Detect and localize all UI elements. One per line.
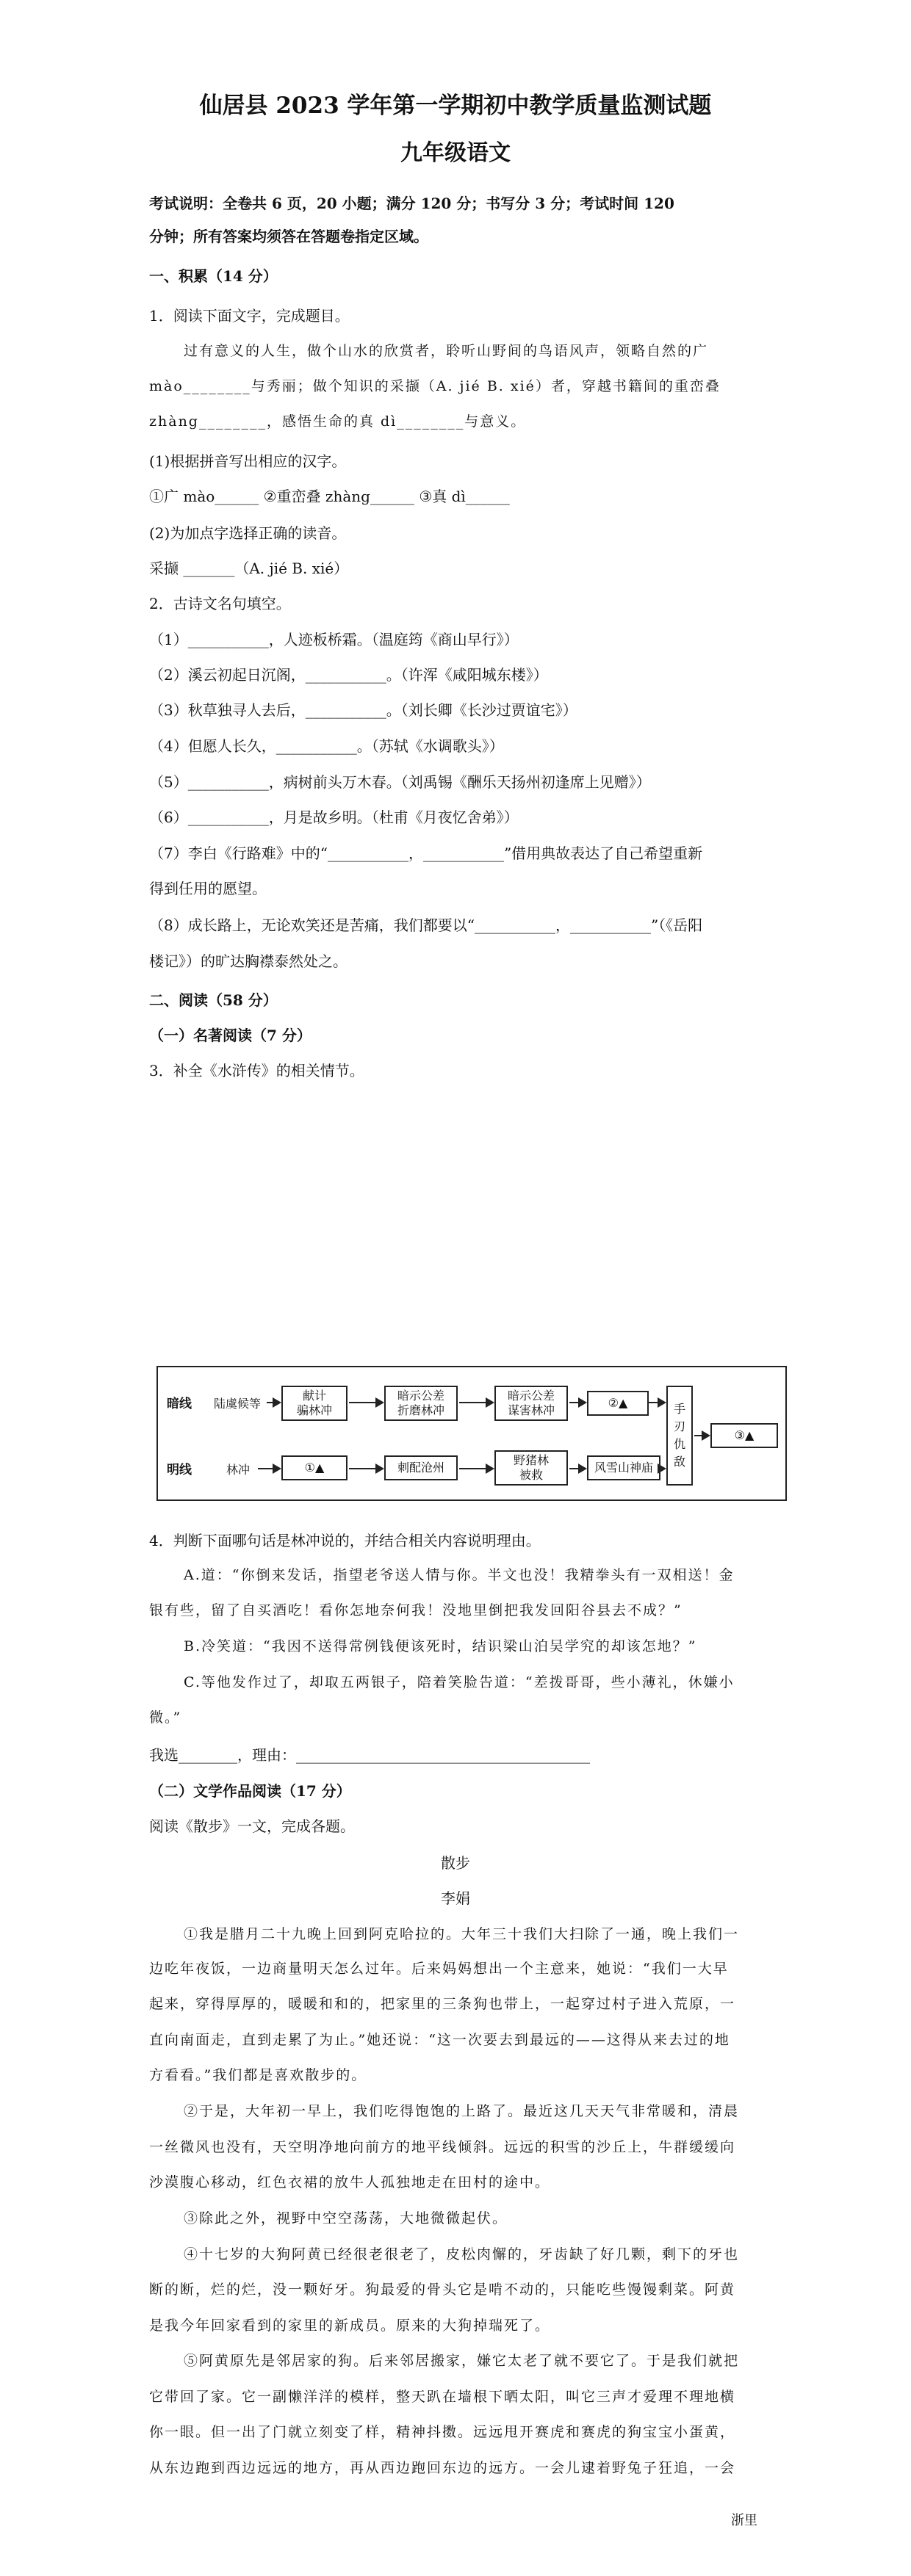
flow-arrow: [349, 1468, 383, 1469]
exam-subtitle: 九年级语文: [400, 140, 511, 166]
flow-arrow: [267, 1402, 280, 1403]
flow-box-wild: [494, 1450, 568, 1486]
q4-option-a-line-2: 银有些，留了自买酒吃！看你怎地奈何我！没地里倒把我发回阳谷县去不成？”: [149, 1602, 683, 1618]
essay-line: 方看看。”我们都是喜欢散步的。: [149, 2067, 367, 2083]
essay-line: 它带回了家。它一副懒洋洋的模样，整天趴在墙根下晒太阳，叫它三声才爱理不理地横: [149, 2389, 736, 2405]
flow-box-hint: [384, 1386, 458, 1421]
q2-line-6: （6）___________，月是故乡明。（杜甫《月夜忆舍弟》）: [149, 808, 519, 826]
q1-sub1-prompt: (1)根据拼音写出相应的汉字。: [149, 452, 347, 470]
flow-box-blank-3: ③▲: [710, 1423, 778, 1448]
section-2-heading: 二、阅读（58 分）: [149, 991, 278, 1009]
q3-prompt: 3．补全《水浒传》的相关情节。: [149, 1062, 364, 1079]
q4-prompt: 4．判断下面哪句话是林冲说的，并结合相关内容说明理由。: [149, 1532, 541, 1549]
flow-box-exile: 刺配沧州: [384, 1455, 458, 1480]
q4-option-c-line-1: C.等他发作过了，却取五两银子，陪着笑脸告道：“差拨哥哥，些小薄礼，休嫌小: [184, 1674, 735, 1690]
essay-line: 起来，穿得厚厚的，暖暖和和的，把家里的三条狗也带上，一起穿过村子进入荒原，一: [149, 1996, 736, 2012]
flow-box-kill-line-1: 暗示公差: [507, 1389, 555, 1403]
flow-box-wild-line-1: 野猪林: [513, 1453, 549, 1467]
footer-mark: 浙里: [731, 2513, 757, 2528]
q4-option-a-line-1: A.道：“你倒来发话，指望老爷送人情与你。半文也没！我精拳头有一双相送！金: [184, 1567, 735, 1583]
q2-line-8: （8）成长路上，无论欢笑还是苦痛，我们都要以“___________，___________”（《岳阳: [149, 916, 703, 934]
essay-line: 边吃年夜饭，一边商量明天怎么过年。后来妈妈想出一个主意来，她说：“我们一大早: [149, 1961, 729, 1977]
plot-flowchart: [156, 1366, 787, 1501]
flow-box-plot-line-2: 骗林冲: [296, 1403, 332, 1417]
essay-line: 一丝微风也没有，天空明净地向前方的地平线倾斜。远远的积雪的沙丘上，牛群缓缓向: [149, 2139, 736, 2155]
flow-arrow: [258, 1468, 280, 1469]
q1-prompt: 1．阅读下面文字，完成题目。: [149, 307, 350, 325]
q2-line-2: （2）溪云初起日沉阁，___________。（许浑《咸阳城东楼》）: [149, 666, 548, 684]
flow-arrow: [459, 1402, 493, 1403]
q2-prompt: 2．古诗文名句填空。: [149, 595, 291, 612]
flow-arrow: [660, 1468, 665, 1469]
flow-arrow: [459, 1468, 493, 1469]
flow-box-revenge-char-3: 仇: [673, 1437, 685, 1451]
q1-passage-line-2: mào________与秀丽；做个知识的采撷（A. jié B. xié）者，穿越书籍间的重峦叠: [149, 378, 721, 394]
flow-arrow: [349, 1402, 383, 1403]
q4-answer-line: 我选________，理由：________________________________________: [149, 1746, 590, 1764]
q2-line-5: （5）___________，病树前头万木春。（刘禹锡《酬乐天扬州初逢席上见赠》）: [149, 773, 651, 791]
part-1-heading: （一）名著阅读（7 分）: [149, 1027, 312, 1044]
flow-label-bright: 明线: [167, 1463, 192, 1477]
flow-arrow: [569, 1402, 586, 1403]
q1-passage-line-1: 过有意义的人生，做个山水的欣赏者，聆听山野间的鸟语风声，领略自然的广: [184, 343, 709, 359]
reading-prompt: 阅读《散步》一文，完成各题。: [149, 1817, 355, 1835]
flow-box-hint-line-2: 折磨林冲: [397, 1403, 444, 1417]
flow-box-revenge-char-2: 刃: [673, 1419, 685, 1433]
essay-line: ②于是，大年初一早上，我们吃得饱饱的上路了。最近这几天天气非常暖和，清晨: [184, 2103, 740, 2119]
exam-note-line-2: 分钟；所有答案均须答在答题卷指定区域。: [149, 228, 428, 245]
flow-box-wild-line-2: 被救: [519, 1468, 543, 1482]
flow-box-revenge-char-1: 手: [673, 1402, 685, 1416]
essay-line: 直向南面走，直到走累了为止。”她还说：“这一次要去到最远的——这得从来去过的地: [149, 2032, 730, 2048]
essay-line: 从东边跑到西边远远的地方，再从西边跑回东边的远方。一会儿逮着野兔子狂追，一会: [149, 2460, 736, 2476]
exam-note-line-1: 考试说明：全卷共 6 页，20 小题；满分 120 分；书写分 3 分；考试时间 120: [149, 195, 674, 212]
flow-arrow: [569, 1468, 586, 1469]
flow-box-kill-line-2: 谋害林冲: [507, 1403, 555, 1417]
flow-box-blank-1: ①▲: [281, 1455, 348, 1480]
q1-sub1-items: ①广 mào______ ②重峦叠 zhàng______ ③真 dì______: [149, 488, 510, 505]
flow-box-blank-2: ②▲: [587, 1391, 649, 1416]
q2-line-7: （7）李白《行路难》中的“___________，___________”借用典故表达了自己希望重新: [149, 844, 703, 862]
flow-box-revenge: [666, 1386, 693, 1486]
essay-line: ④十七岁的大狗阿黄已经很老很老了，皮松肉懈的，牙齿缺了好几颗，剩下的牙也: [184, 2246, 740, 2262]
essay-line: 断的断，烂的烂，没一颗好牙。狗最爱的骨头它是啃不动的，只能吃些馒馒剩菜。阿黄: [149, 2282, 736, 2298]
essay-line: 沙漠腹心移动，红色衣裙的放牛人孤独地走在田村的途中。: [149, 2174, 551, 2190]
flow-arrow: [694, 1435, 709, 1436]
flow-box-plot-line-1: 献计: [302, 1389, 326, 1403]
q2-line-8-cont: 楼记》）的旷达胸襟泰然处之。: [149, 952, 348, 970]
flow-box-temple: 风雪山神庙: [587, 1455, 660, 1480]
q2-line-4: （4）但愿人长久，___________。（苏轼《水调歌头》）: [149, 737, 504, 755]
q1-sub2-prompt: (2)为加点字选择正确的读音。: [149, 524, 347, 542]
essay-line: ①我是腊月二十九晚上回到阿克哈拉的。大年三十我们大扫除了一通，晚上我们一: [184, 1926, 740, 1942]
flow-box-plot: [281, 1386, 348, 1421]
q1-sub2-line: 采撷 _______（A. jié B. xié）: [149, 560, 349, 577]
q2-line-7-cont: 得到任用的愿望。: [149, 880, 267, 897]
flow-bright-start: 林冲: [226, 1463, 251, 1477]
essay-line: ⑤阿黄原先是邻居家的狗。后来邻居搬家，嫌它太老了就不要它了。于是我们就把: [184, 2353, 740, 2369]
flow-box-revenge-char-4: 敌: [673, 1455, 685, 1469]
flow-dark-start: 陆虞候等: [214, 1397, 262, 1411]
flow-box-hint-line-1: 暗示公差: [397, 1389, 444, 1403]
section-1-heading: 一、积累（14 分）: [149, 267, 278, 285]
part-2-heading: （二）文学作品阅读（17 分）: [149, 1782, 351, 1800]
q4-option-c-line-2: 微。”: [149, 1710, 182, 1726]
exam-title: 仙居县 2023 学年第一学期初中教学质量监测试题: [199, 93, 712, 119]
flow-arrow: [649, 1402, 665, 1403]
essay-author: 李娟: [441, 1889, 470, 1907]
flow-label-dark: 暗线: [167, 1397, 192, 1411]
essay-line: 你一眼。但一出了门就立刻变了样，精神抖擞。远远甩开赛虎和赛虎的狗宝宝小蛋黄，: [149, 2424, 736, 2440]
essay-line: ③除此之外，视野中空空荡荡，大地微微起伏。: [184, 2210, 508, 2226]
q4-option-b: B.冷笑道：“我因不送得常例钱便该死时，结识梁山泊吴学究的却该怎地？”: [184, 1638, 697, 1654]
essay-title: 散步: [441, 1854, 470, 1872]
essay-line: 是我今年回家看到的家里的新成员。原来的大狗掉瑞死了。: [149, 2318, 551, 2334]
flow-box-kill: [494, 1386, 568, 1421]
q1-passage-line-3: zhàng________，感悟生命的真 dì________与意义。: [149, 413, 527, 430]
q2-line-3: （3）秋草独寻人去后，___________。（刘长卿《长沙过贾谊宅》）: [149, 701, 577, 719]
q2-line-1: （1）___________，人迹板桥霜。（温庭筠《商山早行》）: [149, 631, 519, 648]
